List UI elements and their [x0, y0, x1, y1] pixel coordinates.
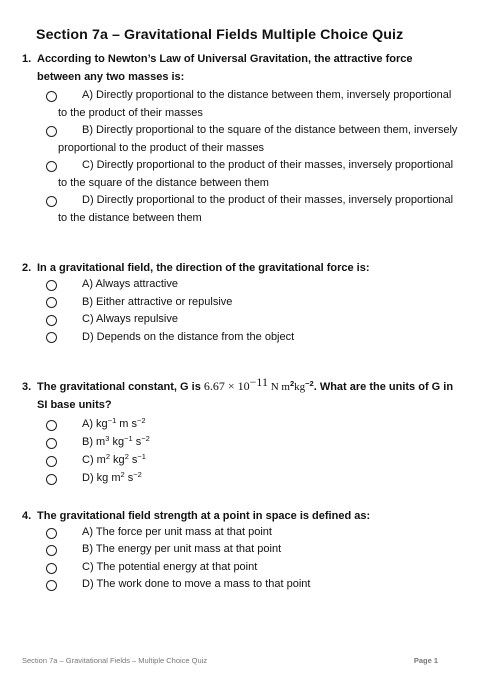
option-text: B) The energy per unit mass at that point — [82, 543, 282, 555]
option-text: C) Always repulsive — [82, 313, 178, 325]
question-number: 4. — [22, 510, 32, 522]
radio-option-1c[interactable] — [46, 161, 57, 172]
option-text: A) Always attractive — [82, 278, 178, 290]
radio-option-3c[interactable] — [46, 456, 57, 467]
option-text: B) $m^3$ $kg^{-1}$ $s^{-2}$ — [82, 434, 150, 448]
option-text: D) Directly proportional to the product of their masses, inversely proportional to the distance between them — [58, 194, 454, 224]
radio-option-1d[interactable] — [46, 196, 57, 207]
option-text: D) Depends on the distance from the object — [82, 331, 295, 343]
question-text: In a gravitational field, the direction of the gravitational force is: — [37, 262, 370, 274]
radio-option-4b[interactable] — [46, 545, 57, 556]
option-text: C) $m^2$ $kg^2$ $s^{-1}$ — [82, 452, 146, 466]
option-text: A) The force per unit mass at that point — [82, 526, 272, 538]
page-title: Section 7a – Gravitational Fields Multiple Choice Quiz — [36, 27, 404, 43]
option-text: B) Either attractive or repulsive — [82, 296, 233, 308]
option-text: A) $kg^{-1}$ m $s^{-2}$ — [82, 416, 146, 430]
question-text: According to Newton’s Law of Universal Gravitation, the attractive force between any two masses is: — [37, 53, 413, 83]
question-number: 1. — [22, 53, 32, 65]
radio-option-3b[interactable] — [46, 438, 57, 449]
radio-option-2b[interactable] — [46, 297, 57, 308]
radio-option-4c[interactable] — [46, 563, 57, 574]
question-text: The gravitational constant, G is $6.67 \times 10^{-11}$ N $m^2kg^{-2}$. What are the units of G in SI base units? — [37, 375, 454, 411]
radio-option-2a[interactable] — [46, 280, 57, 291]
option-text: C) Directly proportional to the product of their masses, inversely proportional to the square of the distance between them — [58, 159, 454, 189]
option-text: D) kg $m^2$ $s^{-2}$ — [82, 470, 142, 484]
footer-title: Section 7a – Gravitational Fields – Multiple Choice Quiz — [22, 656, 208, 665]
radio-option-1b[interactable] — [46, 126, 57, 137]
option-text: A) Directly proportional to the distance between them, inversely proportional to the product of their masses — [58, 89, 452, 119]
radio-option-2c[interactable] — [46, 315, 57, 326]
radio-option-3d[interactable] — [46, 474, 57, 485]
radio-option-3a[interactable] — [46, 420, 57, 431]
option-text: B) Directly proportional to the square of the distance between them, inversely proportional to the product of their masses — [58, 124, 458, 154]
question-number: 3. — [22, 381, 32, 393]
question-text: The gravitational field strength at a point in space is defined as: — [37, 510, 371, 522]
radio-option-4d[interactable] — [46, 580, 57, 591]
option-text: C) The potential energy at that point — [82, 561, 258, 573]
radio-option-1a[interactable] — [46, 91, 57, 102]
radio-option-2d[interactable] — [46, 332, 57, 343]
question-number: 2. — [22, 262, 32, 274]
option-text: D) The work done to move a mass to that point — [82, 578, 311, 590]
radio-option-4a[interactable] — [46, 528, 57, 539]
page-number: Page 1 — [413, 656, 438, 665]
